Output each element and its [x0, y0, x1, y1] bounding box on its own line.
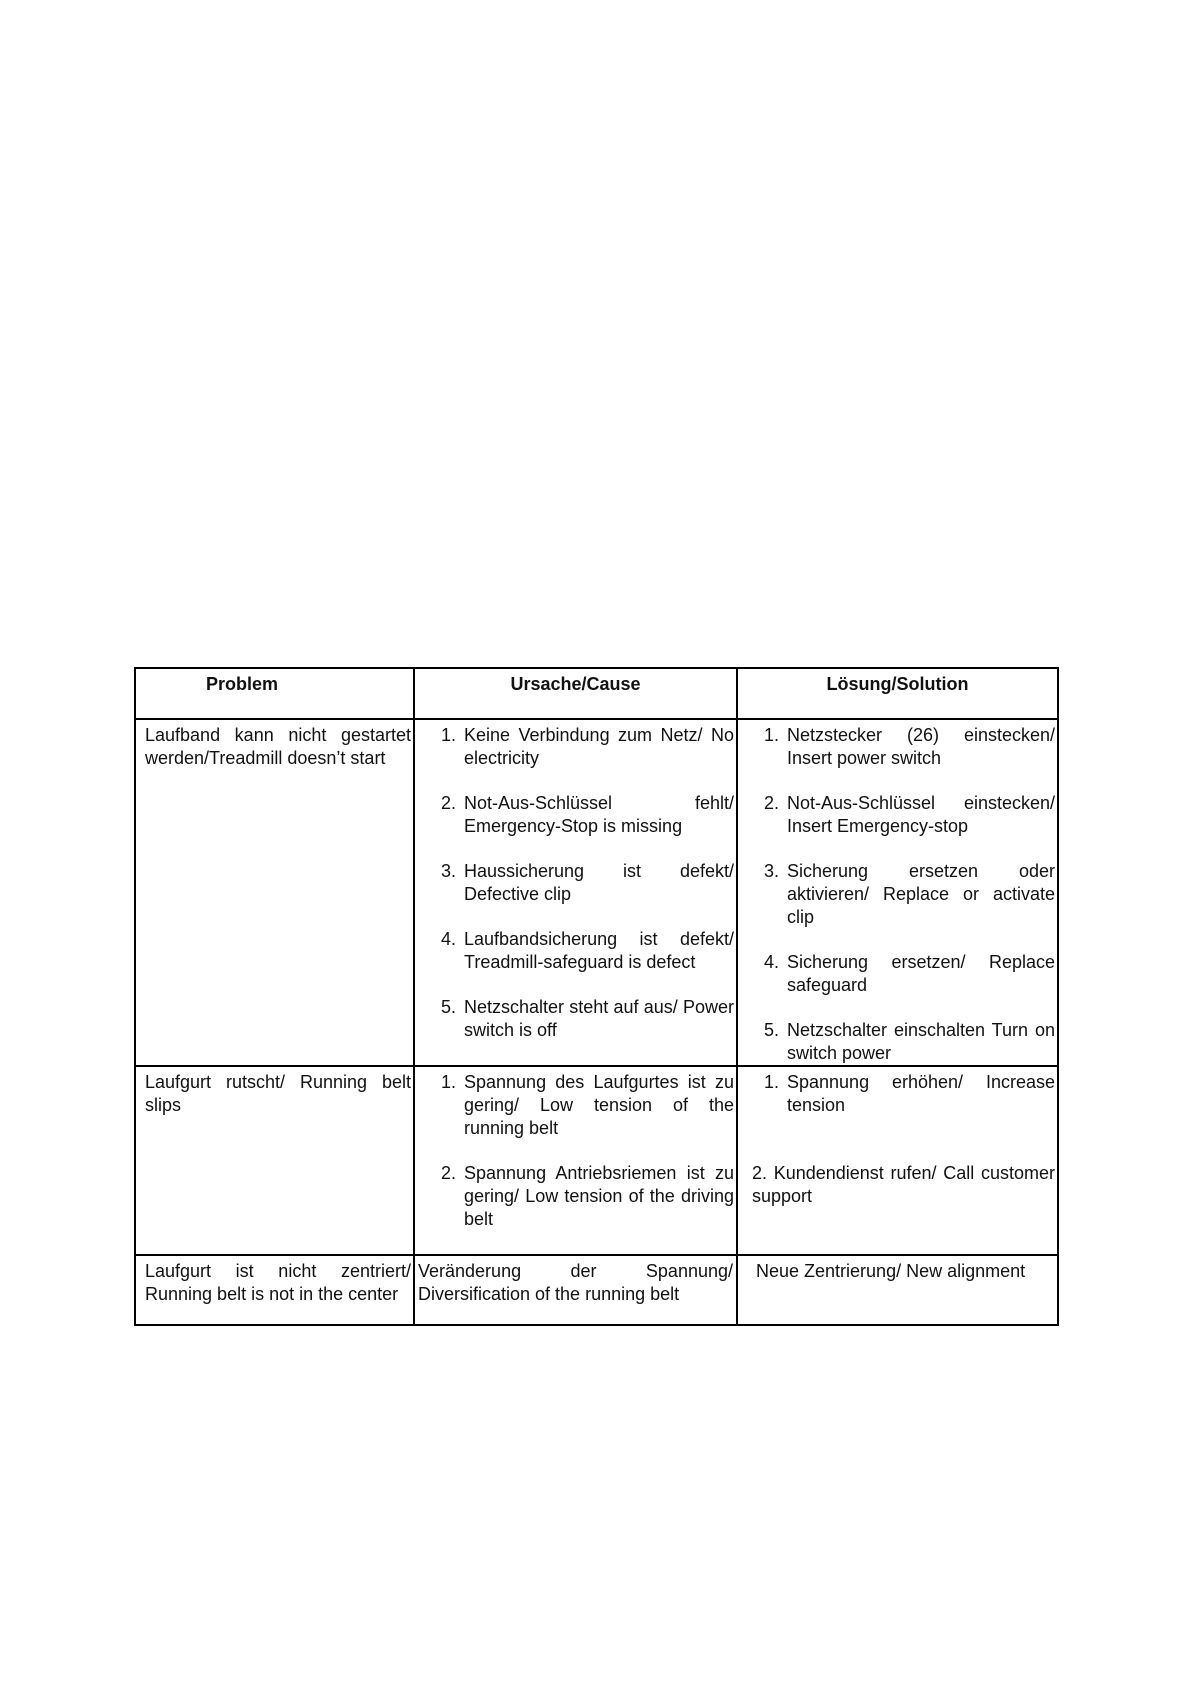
list-item	[429, 792, 734, 838]
header-solution: Lösung/Solution	[737, 668, 1058, 719]
item-number: 4.	[763, 952, 779, 972]
list-item	[752, 860, 1055, 929]
item-text: Spannung Antriebsriemen ist zu gering/ Low tension of the driving belt	[464, 1163, 734, 1229]
item-text: Laufbandsicherung ist defekt/ Treadmill-safeguard is defect	[464, 929, 734, 972]
item-text: Not-Aus-Schlüssel fehlt/ Emergency-Stop is missing	[464, 793, 734, 836]
item-number: 5.	[440, 997, 456, 1017]
item-number: 5.	[763, 1020, 779, 1040]
list-item	[752, 1071, 1055, 1117]
header-cause: Ursache/Cause	[414, 668, 737, 719]
cause-cell	[414, 719, 737, 1066]
solution-list	[752, 724, 1055, 1065]
list-item	[429, 860, 734, 906]
item-text: Not-Aus-Schlüssel einstecken/ Insert Emergency-stop	[787, 793, 1055, 836]
item-number: 2.	[440, 1163, 456, 1183]
list-item	[752, 951, 1055, 997]
list-item	[752, 792, 1055, 838]
list-item	[429, 928, 734, 974]
item-number: 3.	[763, 861, 779, 881]
item-text: Sicherung ersetzen oder aktivieren/ Replace or activate clip	[787, 861, 1055, 927]
item-number: 1.	[440, 1072, 456, 1092]
item-number: 2.	[763, 793, 779, 813]
list-item	[429, 1071, 734, 1140]
item-number: 2.	[440, 793, 456, 813]
item-text: Keine Verbindung zum Netz/ No electricity	[464, 725, 734, 768]
table-row	[135, 1066, 1058, 1255]
item-number: 3.	[440, 861, 456, 881]
list-item	[429, 996, 734, 1042]
solution-cell: Neue Zentrierung/ New alignment	[737, 1255, 1058, 1325]
item-number: 4.	[440, 929, 456, 949]
item-text: 2. Kundendienst rufen/ Call customer support	[752, 1163, 1055, 1206]
solution-cell	[737, 1066, 1058, 1255]
table-row	[135, 719, 1058, 1066]
problem-cell: Laufband kann nicht gestartet werden/Treadmill doesn’t start	[135, 719, 414, 1066]
item-number: 1.	[440, 725, 456, 745]
item-text: Sicherung ersetzen/ Replace safeguard	[787, 952, 1055, 995]
table-row	[135, 1255, 1058, 1325]
list-item	[752, 1162, 1055, 1208]
item-text: Haussicherung ist defekt/ Defective clip	[464, 861, 734, 904]
item-text: Netzschalter einschalten Turn on switch power	[787, 1020, 1055, 1063]
header-row	[135, 668, 1058, 719]
header-problem: Problem	[135, 668, 414, 719]
problem-cell: Laufgurt rutscht/ Running belt slips	[135, 1066, 414, 1255]
solution-cell	[737, 719, 1058, 1066]
item-number: 1.	[763, 1072, 779, 1092]
problem-cell: Laufgurt ist nicht zentriert/ Running belt is not in the center	[135, 1255, 414, 1325]
item-text: Spannung erhöhen/ Increase tension	[787, 1072, 1055, 1115]
cause-cell: Veränderung der Spannung/ Diversification of the running belt	[414, 1255, 737, 1325]
solution-list	[752, 1071, 1055, 1208]
cause-list	[429, 724, 734, 1042]
item-text: Spannung des Laufgurtes ist zu gering/ Low tension of the running belt	[464, 1072, 734, 1138]
item-number: 1.	[763, 725, 779, 745]
cause-cell	[414, 1066, 737, 1255]
list-item	[752, 724, 1055, 770]
list-item	[429, 1162, 734, 1231]
troubleshooting-table	[134, 667, 1059, 1326]
item-text: Netzstecker (26) einstecken/ Insert power switch	[787, 725, 1055, 768]
cause-list	[429, 1071, 734, 1231]
list-item	[429, 724, 734, 770]
list-item	[752, 1019, 1055, 1065]
item-text: Netzschalter steht auf aus/ Power switch is off	[464, 997, 734, 1040]
